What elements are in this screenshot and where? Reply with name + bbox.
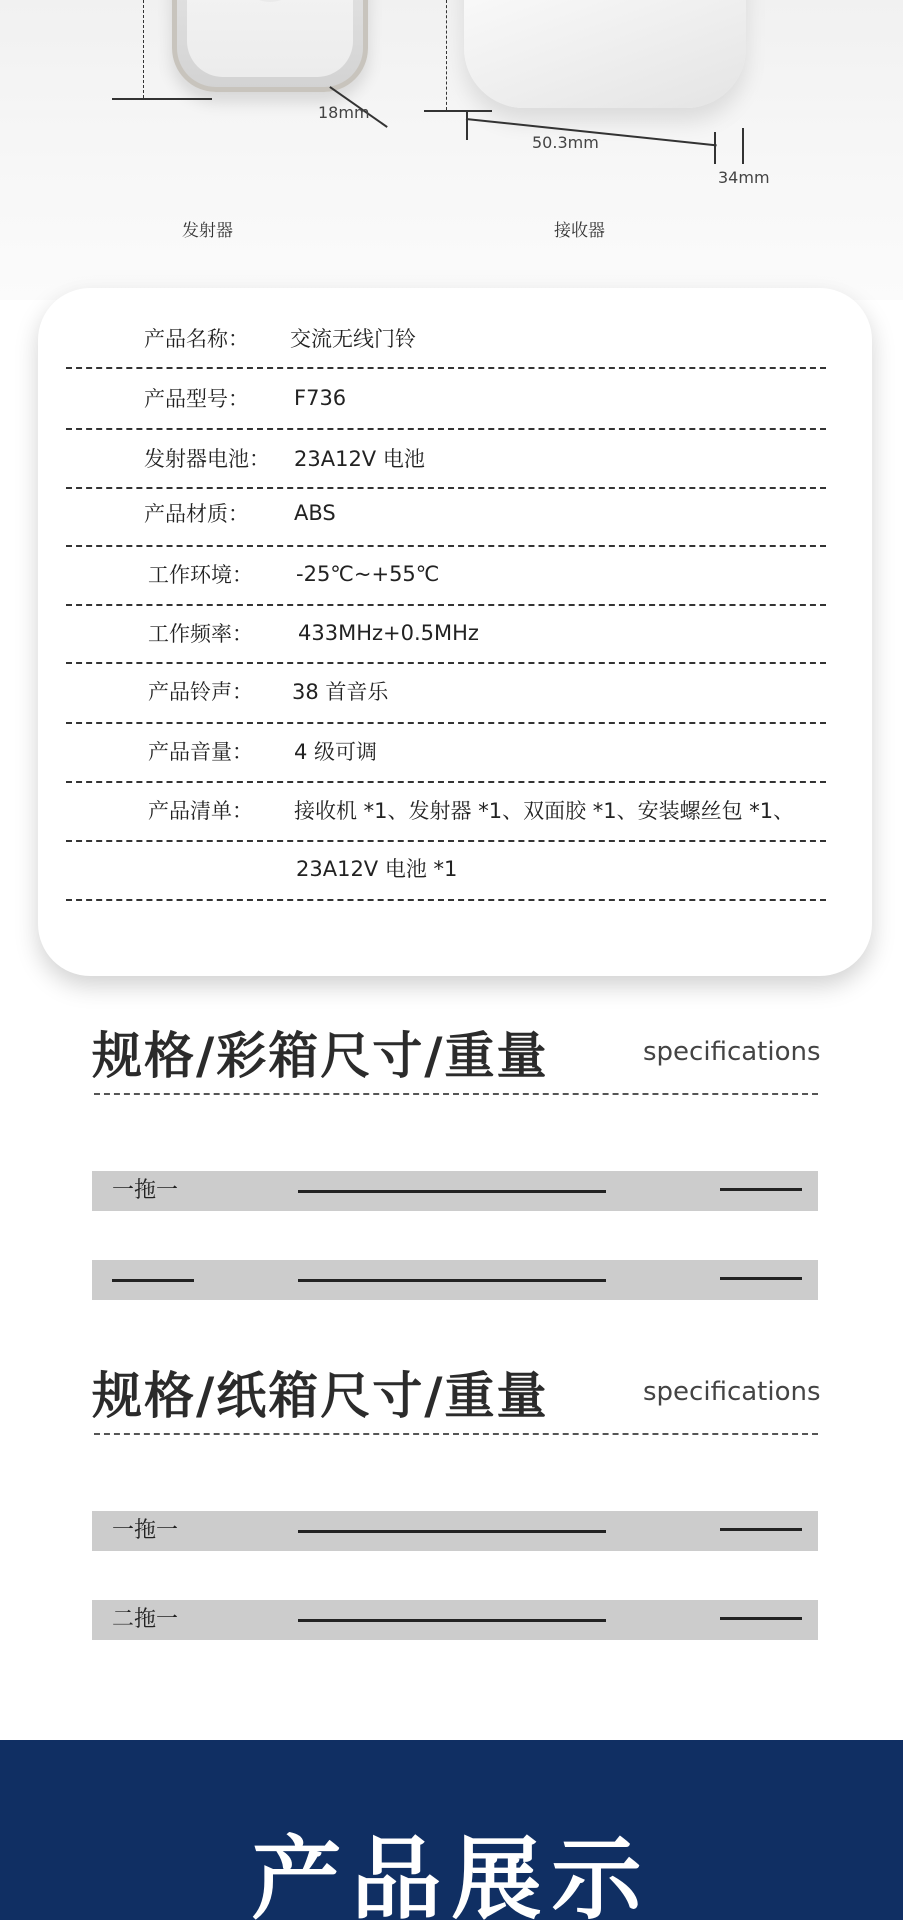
placeholder-dash xyxy=(298,1279,606,1282)
spec-divider xyxy=(66,722,826,724)
receiver-depth-tick xyxy=(742,128,744,164)
spec-value: 交流无线门铃 xyxy=(290,327,416,351)
spec-row-ringtone xyxy=(68,671,868,711)
transmitter-dim-vertical xyxy=(143,0,144,98)
spec-divider xyxy=(66,899,826,901)
spec-row-name xyxy=(68,318,868,358)
transmitter-label: 发射器 xyxy=(182,221,233,241)
spec-label: 产品铃声： xyxy=(148,680,253,704)
spec-value: 23A12V 电池 *1 xyxy=(296,857,458,881)
spec-row-environment xyxy=(68,554,868,594)
placeholder-dash xyxy=(720,1188,802,1191)
spec-card xyxy=(38,288,872,976)
spec-label: 产品名称： xyxy=(144,327,249,351)
spec-row-material xyxy=(68,493,868,533)
product-dimension-figure xyxy=(0,0,903,300)
spec-label: 工作频率： xyxy=(148,622,253,646)
spec-divider xyxy=(66,428,826,430)
receiver-width-tick-left xyxy=(466,110,468,140)
receiver-dim-vertical xyxy=(446,0,447,110)
spec-value: 接收机 *1、发射器 *1、双面胶 *1、安装螺丝包 *1、 xyxy=(294,799,795,823)
carton-box-row-label: 一拖一 xyxy=(112,1518,179,1543)
spec-row-battery xyxy=(68,438,868,478)
carton-box-row-label: 二拖一 xyxy=(112,1607,179,1632)
receiver-image xyxy=(464,0,746,108)
placeholder-dash xyxy=(298,1530,606,1533)
spec-divider xyxy=(66,604,826,606)
spec-divider xyxy=(66,367,826,369)
spec-value: 4 级可调 xyxy=(294,740,378,764)
spec-label: 产品清单： xyxy=(148,799,253,823)
spec-row-model xyxy=(68,378,868,418)
spec-value: -25℃~+55℃ xyxy=(296,562,440,586)
color-box-divider xyxy=(94,1093,818,1095)
spec-row-frequency xyxy=(68,613,868,653)
spec-value: 38 首音乐 xyxy=(292,680,389,704)
placeholder-dash xyxy=(112,1279,194,1282)
spec-divider xyxy=(66,781,826,783)
spec-row-package-cont xyxy=(68,848,868,888)
receiver-width-label: 50.3mm xyxy=(532,133,599,152)
spec-label: 发射器电池： xyxy=(144,447,270,471)
receiver-label: 接收器 xyxy=(554,221,605,241)
receiver-depth-label: 34mm xyxy=(718,168,770,187)
product-showcase-banner xyxy=(0,1740,903,1920)
spec-row-package xyxy=(68,790,868,830)
spec-divider xyxy=(66,545,826,547)
color-box-row xyxy=(92,1260,818,1300)
product-showcase-title: 产品展示 xyxy=(251,1827,652,1920)
receiver-dim-baseline xyxy=(424,110,492,112)
transmitter-image xyxy=(172,0,368,92)
placeholder-dash xyxy=(720,1528,802,1531)
color-box-row xyxy=(92,1171,818,1211)
carton-box-title: 规格/纸箱尺寸/重量 xyxy=(92,1367,549,1425)
receiver-width-tick-right xyxy=(714,132,716,164)
carton-box-row xyxy=(92,1600,818,1640)
placeholder-dash xyxy=(720,1617,802,1620)
color-box-subtitle: specifications xyxy=(643,1037,821,1067)
color-box-title: 规格/彩箱尺寸/重量 xyxy=(92,1027,549,1085)
spec-value: 23A12V 电池 xyxy=(294,447,425,471)
carton-box-row xyxy=(92,1511,818,1551)
placeholder-dash xyxy=(298,1619,606,1622)
transmitter-dim-baseline xyxy=(112,98,212,100)
spec-label: 产品音量： xyxy=(148,740,253,764)
spec-label: 工作环境： xyxy=(148,563,253,587)
placeholder-dash xyxy=(720,1277,802,1280)
spec-divider xyxy=(66,662,826,664)
spec-divider xyxy=(66,487,826,489)
spec-row-volume xyxy=(68,731,868,771)
spec-value: F736 xyxy=(294,386,347,410)
spec-label: 产品材质： xyxy=(144,502,249,526)
carton-box-subtitle: specifications xyxy=(643,1377,821,1407)
transmitter-thickness-label: 18mm xyxy=(318,103,370,122)
spec-value: ABS xyxy=(294,501,336,525)
placeholder-dash xyxy=(298,1190,606,1193)
carton-box-divider xyxy=(94,1433,818,1435)
color-box-row-label: 一拖一 xyxy=(112,1178,179,1203)
spec-value: 433MHz+0.5MHz xyxy=(298,621,479,645)
spec-divider xyxy=(66,840,826,842)
spec-label: 产品型号： xyxy=(144,387,249,411)
